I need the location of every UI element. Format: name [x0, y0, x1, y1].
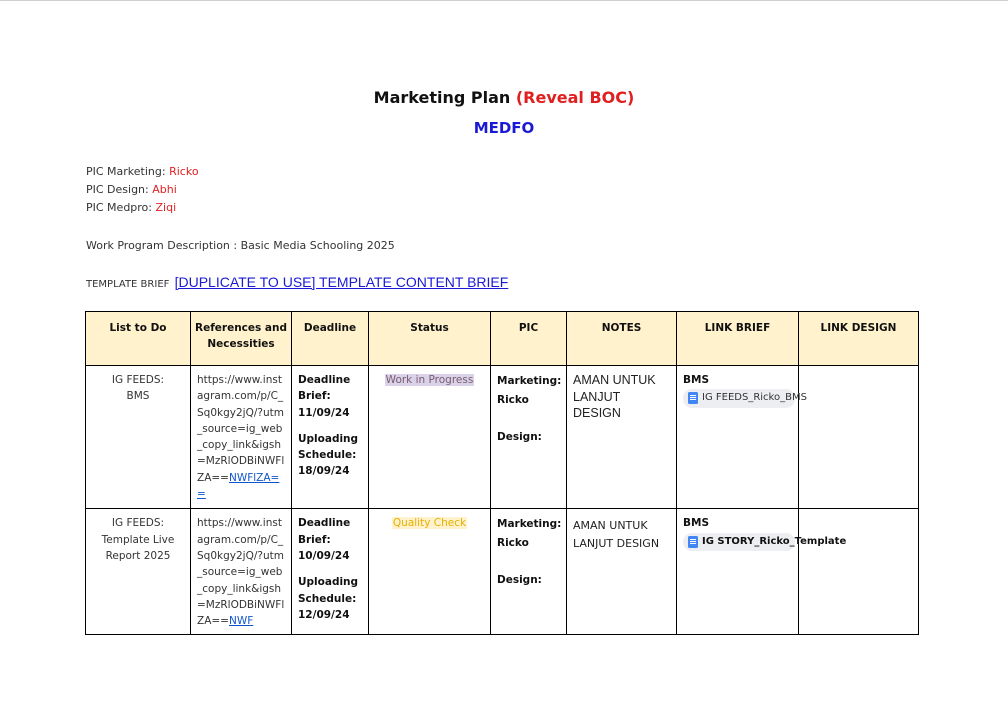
notes-cell[interactable] [567, 509, 677, 635]
link-design-cell[interactable] [799, 366, 919, 509]
template-brief-line [86, 274, 508, 290]
page-title [0, 88, 1008, 107]
pic-marketing-name: Ricko [497, 394, 529, 406]
template-brief-link[interactable]: [DUPLICATE TO USE] TEMPLATE CONTENT BRIEF [174, 274, 509, 290]
notes-text: AMAN UNTUK LANJUT DESIGN [573, 519, 660, 551]
pic-cell[interactable] [491, 366, 567, 509]
deadline-brief-date: 11/09/24 [298, 406, 350, 419]
upload-schedule-date: 12/09/24 [298, 608, 350, 621]
brief-label: BMS [683, 374, 710, 386]
table-header-row [86, 312, 919, 366]
status-badge[interactable]: Quality Check [392, 517, 467, 530]
pic-design-name: Abhi [152, 183, 177, 196]
upload-schedule-label: Uploading Schedule: [298, 576, 359, 605]
header-references: References and Necessities [191, 312, 292, 366]
pic-design-label: PIC Design: [86, 183, 149, 196]
upload-schedule-date: 18/09/24 [298, 465, 350, 478]
header-status: Status [369, 312, 491, 366]
google-doc-icon [688, 536, 698, 548]
pic-medpro-line [86, 201, 176, 214]
pic-design-line [86, 183, 177, 196]
header-link-brief: LINK BRIEF [677, 312, 799, 366]
title-accent: (Reveal BOC) [515, 88, 635, 107]
link-brief-cell[interactable] [677, 366, 807, 509]
google-doc-icon [688, 392, 698, 404]
reference-url-text: https://www.instagram.com/p/C_Sq0kgy2jQ/?utm_source=ig_web_copy_link&igsh=MzRlODBiNWFlZA== [197, 374, 285, 484]
brief-doc-chip[interactable] [683, 389, 807, 407]
work-program-description: Work Program Description : Basic Media Schooling 2025 [86, 239, 395, 252]
reference-cell[interactable] [191, 509, 292, 635]
link-design-cell[interactable] [799, 509, 919, 635]
brief-doc-name: IG STORY_Ricko_Template [702, 535, 847, 547]
task-line1: IG FEEDS: [111, 517, 165, 530]
reference-cell[interactable] [191, 366, 292, 509]
pic-cell[interactable] [491, 509, 567, 635]
pic-marketing-name: Ricko [169, 165, 199, 178]
pic-marketing-label: PIC Marketing: [86, 165, 166, 178]
brief-doc-chip[interactable] [683, 533, 847, 551]
top-divider [0, 0, 1008, 1]
upload-schedule-label: Uploading Schedule: [298, 432, 359, 462]
deadline-brief-label: Deadline Brief: [298, 374, 351, 403]
pic-medpro-name: Ziqi [155, 201, 177, 214]
template-brief-label: TEMPLATE BRIEF [86, 279, 170, 290]
brief-doc-name: IG FEEDS_Ricko_BMS [702, 392, 807, 404]
status-cell[interactable] [369, 509, 491, 635]
task-cell[interactable] [86, 509, 191, 635]
deadline-brief-label: Deadline Brief: [298, 517, 351, 546]
deadline-cell[interactable] [292, 366, 369, 509]
header-notes: NOTES [567, 312, 677, 366]
brief-label: BMS [683, 517, 710, 530]
header-list-to-do: List to Do [86, 312, 191, 366]
page-subtitle: MEDFO [473, 119, 535, 137]
reference-url-text: https://www.instagram.com/p/C_Sq0kgy2jQ/?utm_source=ig_web_copy_link&igsh=MzRlODBiNWFlZA== [197, 517, 285, 628]
pic-design-label: Design: [497, 431, 542, 443]
marketing-plan-table [85, 311, 919, 635]
header-pic: PIC [491, 312, 567, 366]
deadline-brief-date: 10/09/24 [298, 549, 350, 562]
table-row [86, 366, 919, 509]
pic-design-label: Design: [497, 574, 542, 587]
title-main: Marketing Plan [373, 88, 511, 107]
task-line1: IG FEEDS: [111, 374, 165, 386]
header-link-design: LINK DESIGN [799, 312, 919, 366]
table-row [86, 509, 919, 635]
pic-marketing-label: Marketing: [497, 518, 562, 531]
notes-cell[interactable]: AMAN UNTUK LANJUT DESIGN [567, 366, 677, 509]
pic-marketing-line [86, 165, 199, 178]
task-line2: Template Live Report 2025 [101, 533, 175, 562]
pic-medpro-label: PIC Medpro: [86, 201, 152, 214]
task-cell[interactable] [86, 366, 191, 509]
header-deadline: Deadline [292, 312, 369, 366]
link-brief-cell[interactable] [677, 509, 847, 635]
reference-url-link[interactable]: NWFlZA== [197, 471, 280, 501]
status-cell[interactable] [369, 366, 491, 509]
deadline-cell[interactable] [292, 509, 369, 635]
reference-url-link[interactable]: NWF [228, 615, 254, 628]
pic-marketing-name: Ricko [497, 537, 529, 550]
status-badge[interactable]: Work in Progress [385, 374, 474, 386]
pic-marketing-label: Marketing: [497, 375, 562, 387]
task-line2: BMS [126, 390, 150, 403]
